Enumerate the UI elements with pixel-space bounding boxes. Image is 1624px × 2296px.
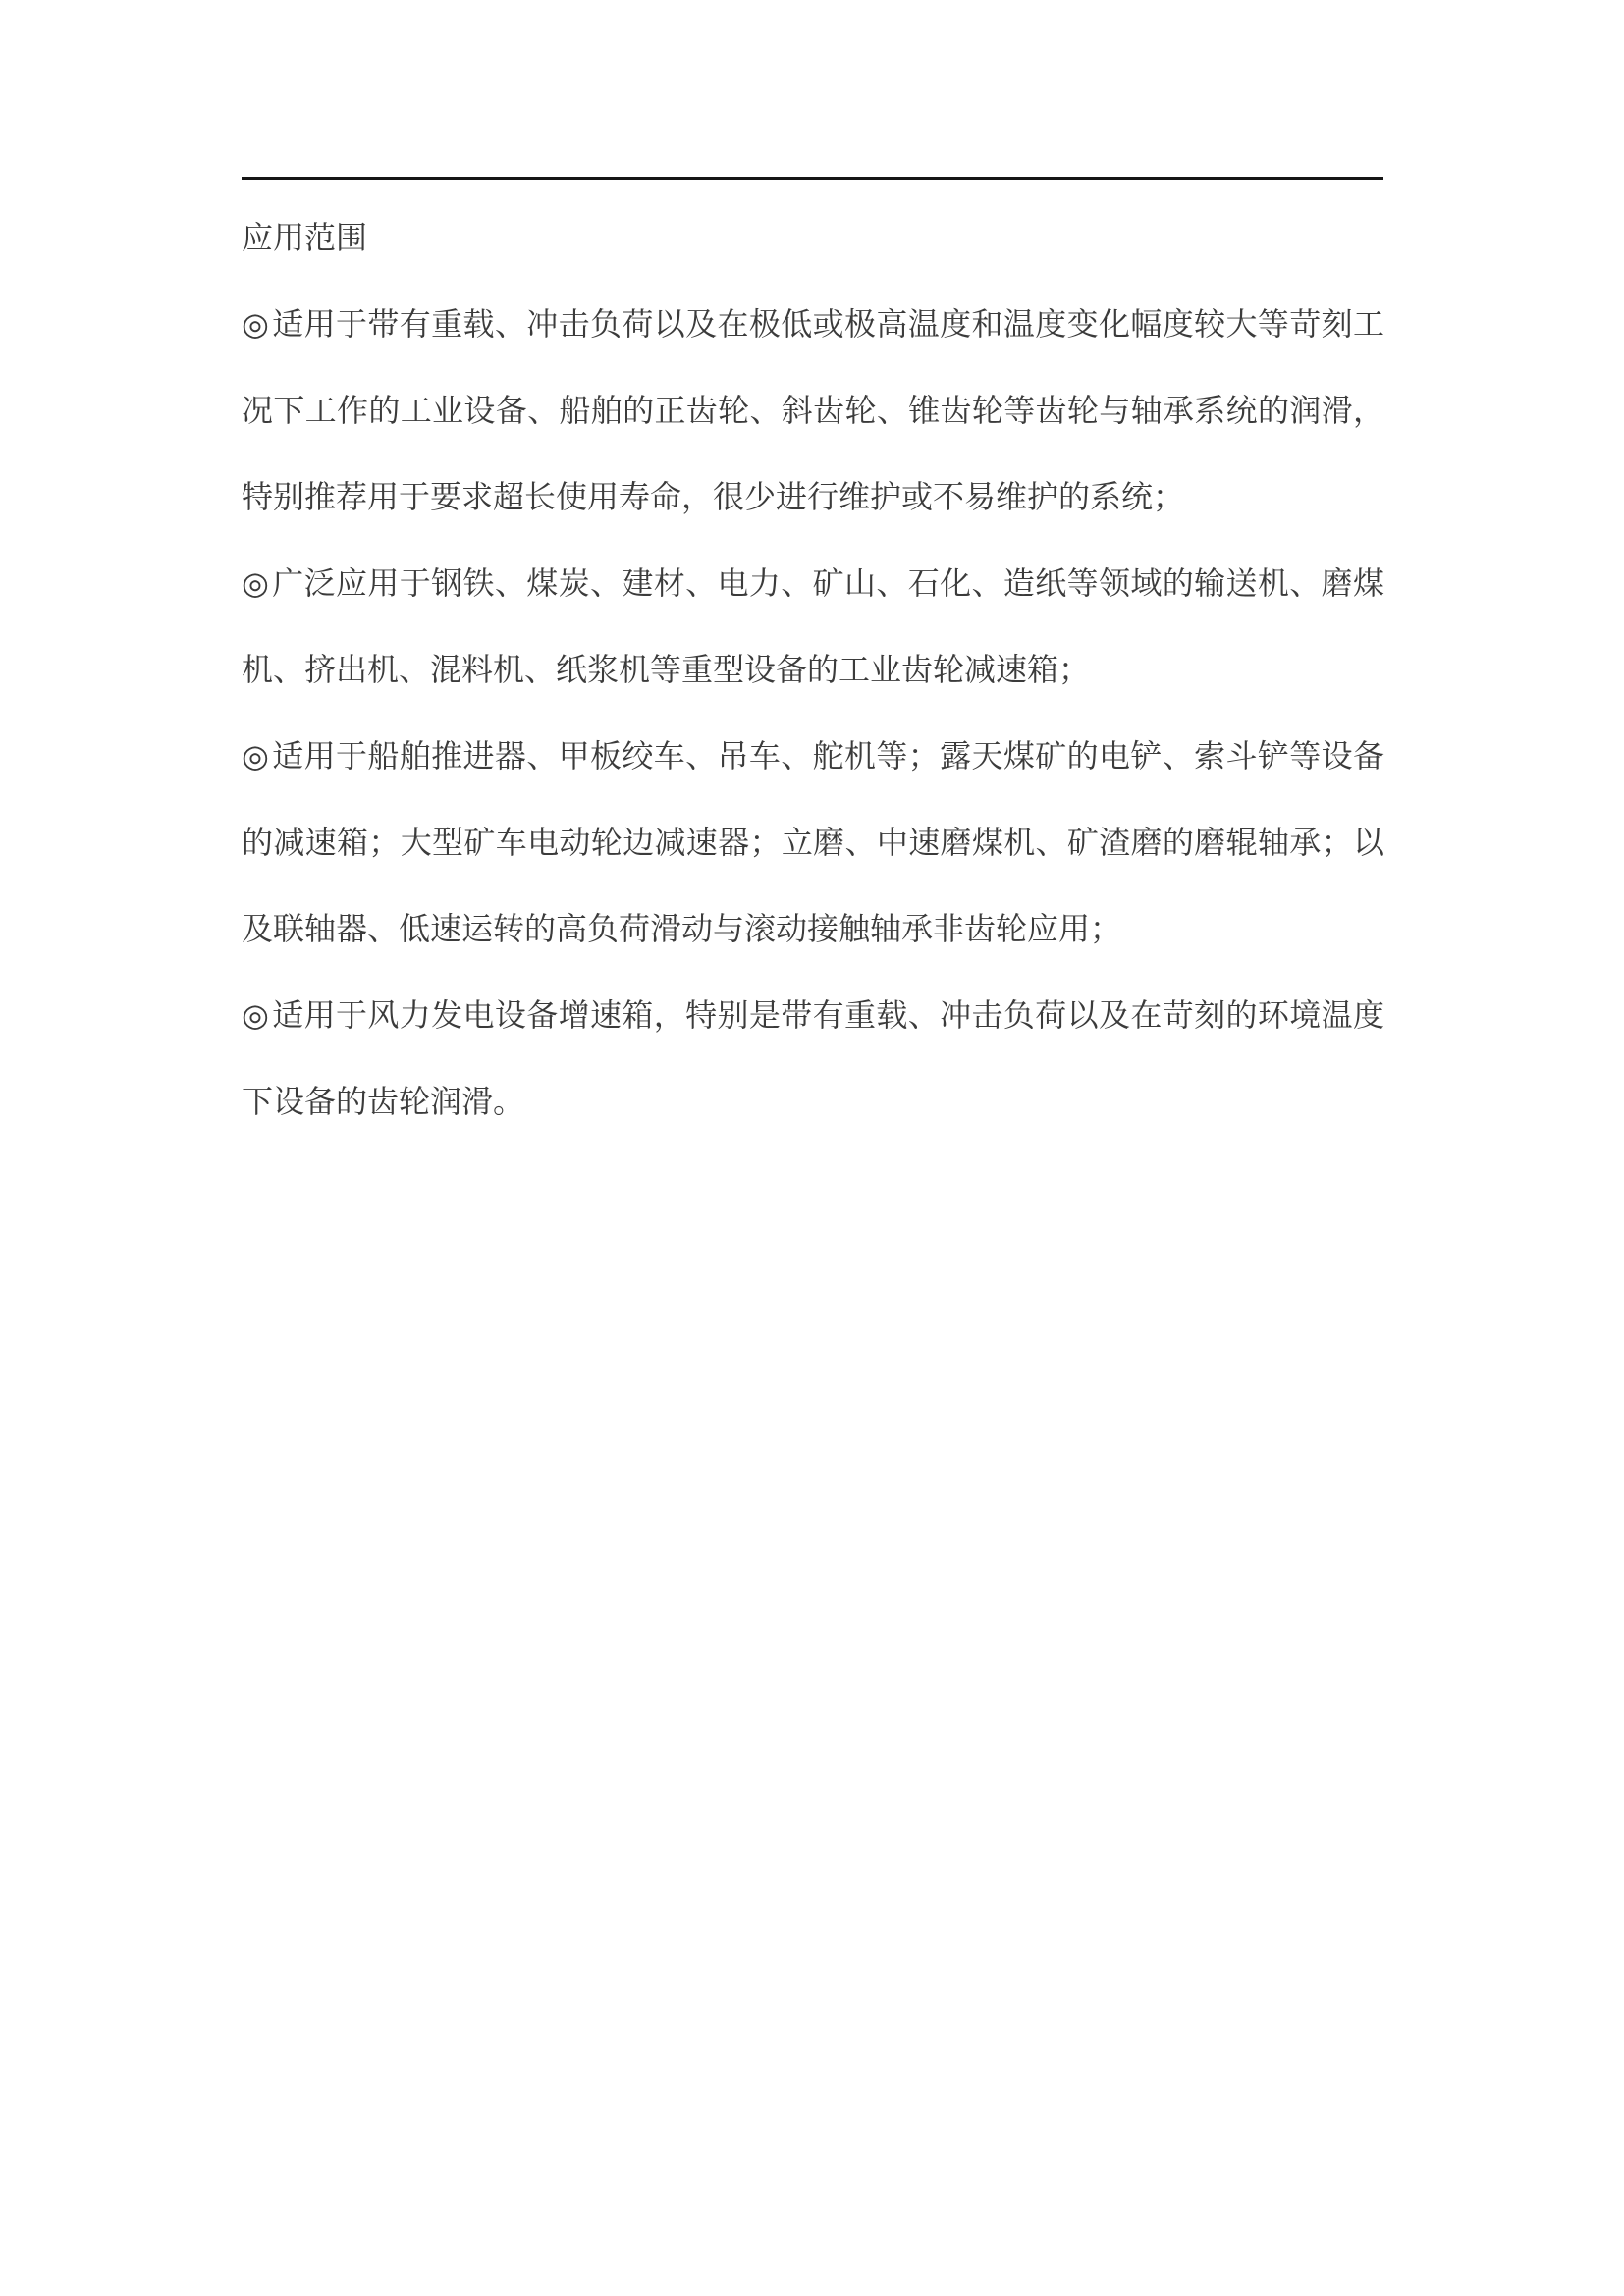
line-text: 下设备的齿轮润滑。 (242, 1084, 525, 1119)
paragraph-line (242, 281, 1384, 367)
paragraph-line (242, 799, 1384, 885)
bullet-marker: ◎ (242, 565, 270, 601)
bullet-paragraph (242, 972, 1384, 1145)
line-text: 及联轴器、低速运转的高负荷滑动与滚动接触轴承非齿轮应用； (242, 911, 1122, 946)
paragraph-line (242, 454, 1384, 540)
bullet-paragraph (242, 540, 1384, 713)
paragraph-line (242, 367, 1384, 454)
line-text: 况下工作的工业设备、船舶的正齿轮、斜齿轮、锥齿轮等齿轮与轴承系统的润滑， (242, 393, 1384, 428)
paragraph-line (242, 1058, 1384, 1145)
paragraph-line (242, 540, 1384, 626)
bullet-paragraph (242, 713, 1384, 972)
section-heading: 应用范围 (242, 220, 368, 255)
paragraph-line (242, 885, 1384, 972)
line-text: 广泛应用于钢铁、煤炭、建材、电力、矿山、石化、造纸等领域的输送机、磨煤 (272, 565, 1384, 601)
paragraph-line (242, 626, 1384, 713)
paragraph-line (242, 713, 1384, 799)
bullet-marker: ◎ (242, 306, 270, 342)
line-text: 的减速箱；大型矿车电动轮边减速器；立磨、中速磨煤机、矿渣磨的磨辊轴承；以 (242, 825, 1384, 860)
bullet-marker: ◎ (242, 738, 270, 774)
line-text: 适用于带有重载、冲击负荷以及在极低或极高温度和温度变化幅度较大等苛刻工 (272, 306, 1384, 342)
line-text: 机、挤出机、混料机、纸浆机等重型设备的工业齿轮减速箱； (242, 652, 1091, 687)
line-text: 适用于风力发电设备增速箱，特别是带有重载、冲击负荷以及在苛刻的环境温度 (272, 997, 1384, 1033)
bullet-marker: ◎ (242, 997, 270, 1033)
line-text: 适用于船舶推进器、甲板绞车、吊车、舵机等；露天煤矿的电铲、索斗铲等设备 (272, 738, 1384, 774)
horizontal-rule (242, 177, 1383, 180)
paragraph-line (242, 972, 1384, 1058)
bullet-paragraph (242, 281, 1384, 540)
document-content (242, 194, 1384, 1145)
line-text: 特别推荐用于要求超长使用寿命，很少进行维护或不易维护的系统； (242, 479, 1185, 514)
